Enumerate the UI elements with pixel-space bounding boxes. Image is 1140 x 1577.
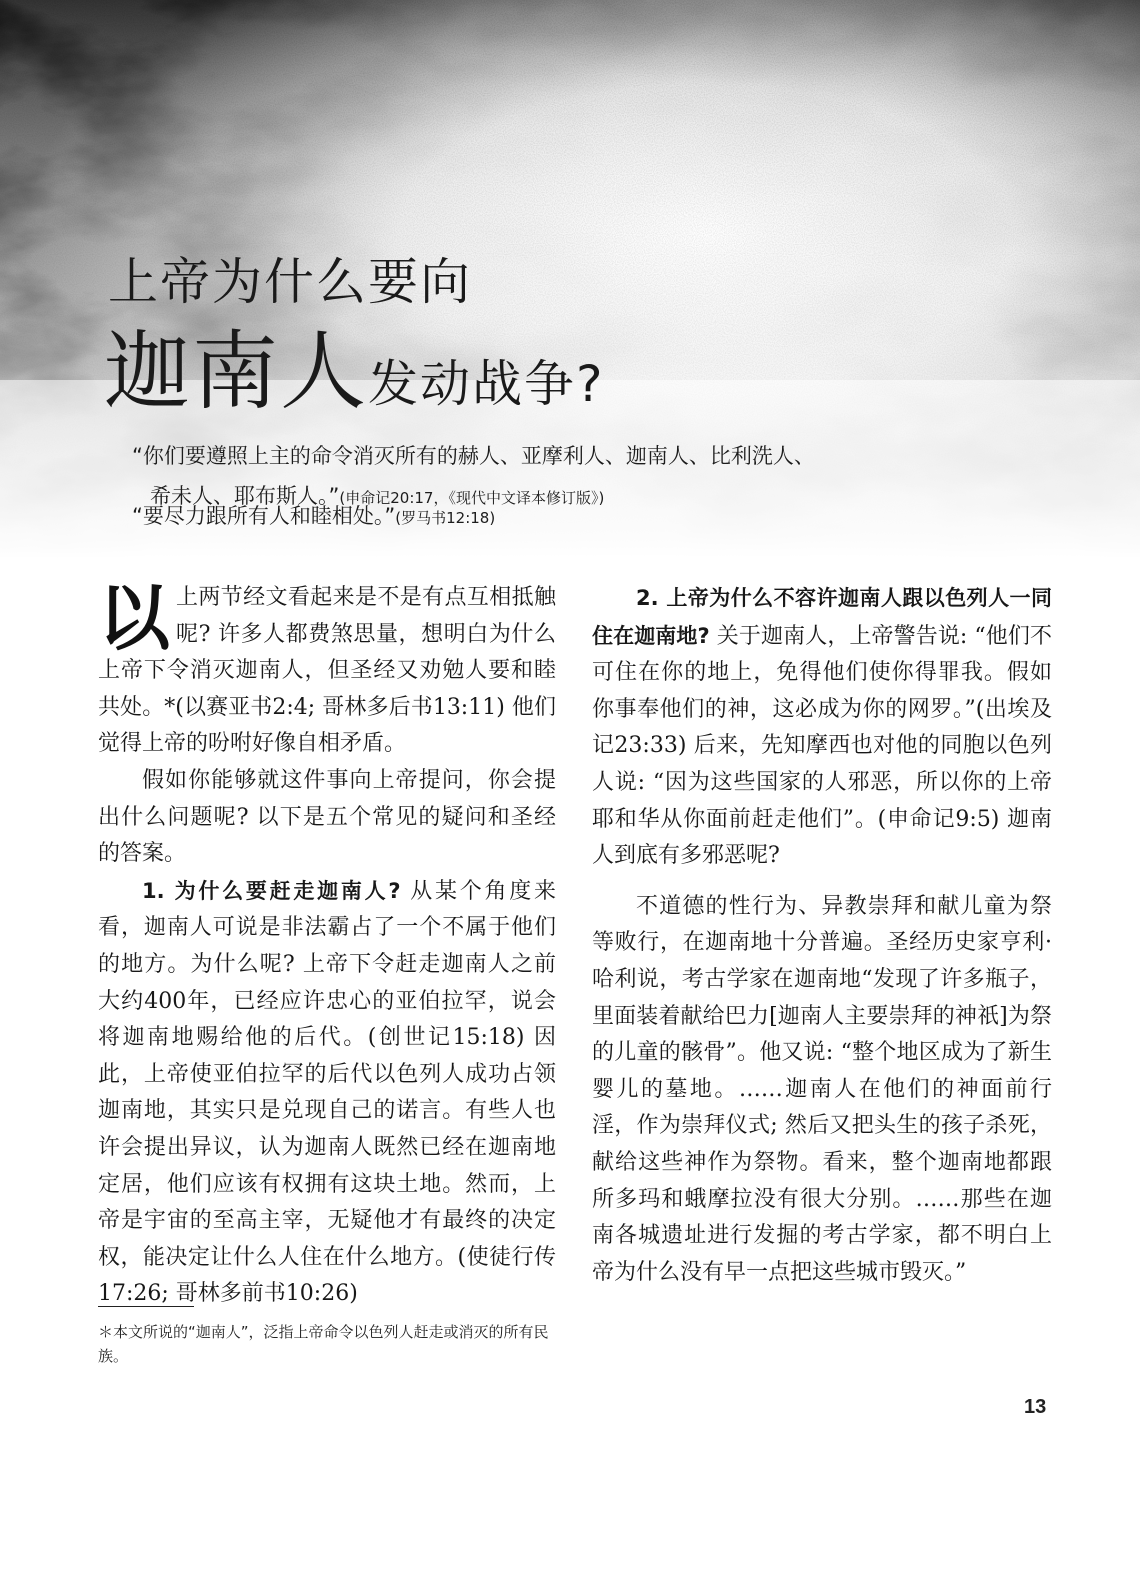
section-1-body: 从某个角度来看，迦南人可说是非法霸占了一个不属于他们的地方。为什么呢? 上帝下令赶走迦南人之前大约400年，已经应许忠心的亚伯拉罕，说会将迦南地赐给他的后代。(创世记15:18) 因此，上帝使亚伯拉罕的后代以色列人成功占领迦南地，其实只是兑现自己的诺言。有些人也许会提出异议，认为迦南人既然已经在迦南地定居，他们应该有权拥有这块土地。然而，上帝是宇宙的至高主宰，无疑他才有最终的决定权，能决定让什么人住在什么地方。(使徒行传17:26; 哥林多前书10:26): [98, 878, 556, 1307]
title-emphasis: 迦南人: [104, 322, 368, 422]
section-2-heading: 2. 上帝为什么不容许迦南人跟以色列人一同住在迦南地?: [592, 586, 1052, 648]
section-2-body: 关于迦南人，上帝警告说: “他们不可住在你的地上，免得他们使你得罪我。假如你事奉他们的神，这必成为你的网罗。”(出埃及记23:33) 后来，先知摩西也对他的同胞以色列人说: “因为这些国家的人邪恶，所以你的上帝耶和华从你面前赶走他们”。(申命记9:5) 迦南人到底有多邪恶呢?: [592, 623, 1052, 869]
epigraph-1-reference: (申命记20:17，《现代中文译本修订版》): [339, 489, 605, 507]
intro-text: 上两节经文看起来是不是有点互相抵触呢? 许多人都费煞思量，想明白为什么上帝下令消灭迦南人，但圣经又劝勉人要和睦共处。*(以赛亚书2:4; 哥林多后书13:11) 他们觉得上帝的吩咐好像自相矛盾。: [98, 585, 556, 757]
epigraph-1-text: 希未人、耶布斯人。”: [150, 484, 340, 508]
section-1-paragraph: [98, 873, 556, 1313]
title-suffix: 发动战争?: [368, 355, 605, 413]
epigraph-2: [132, 500, 495, 530]
footnote: ＊本文所说的“迦南人”，泛指上帝命令以色列人赶走或消灭的所有民族。: [98, 1323, 549, 1365]
drop-cap: 以: [98, 576, 171, 660]
left-column: [98, 576, 556, 1313]
section-2-paragraph: [592, 580, 1052, 875]
epigraph-2-text: “要尽力跟所有人和睦相处。”: [132, 504, 396, 528]
article-title-line1: 上帝为什么要向: [108, 253, 472, 311]
footnote-divider: [98, 1306, 194, 1307]
epigraph-1-line1: “你们要遵照上主的命令消灭所有的赫人、亚摩利人、迦南人、比利洗人、: [132, 444, 815, 468]
page-number: 13: [1024, 1396, 1047, 1418]
wickedness-paragraph: 不道德的性行为、异教崇拜和献儿童为祭等败行，在迦南地十分普遍。圣经历史家亨利·哈利说，考古学家在迦南地“发现了许多瓶子，里面装着献给巴力[迦南人主要崇拜的神祇]为祭的儿童的骸骨”。他又说: “整个地区成为了新生婴儿的墓地。……迦南人在他们的神面前行淫，作为崇拜仪式; 然后又把头生的孩子杀死，献给这些神作为祭物。看来，整个迦南地都跟所多玛和蛾摩拉没有很大分别。……那些在迦南各城遗址进行发掘的考古学家，都不明白上帝为什么没有早一点把这些城市毁灭。”: [592, 893, 1052, 1285]
article-title-line2: [104, 302, 605, 426]
epigraph-2-reference: (罗马书12:18): [395, 509, 496, 527]
intro-paragraph: [98, 576, 556, 763]
question-intro-paragraph: 假如你能够就这件事向上帝提问，你会提出什么问题呢? 以下是五个常见的疑问和圣经的答案。: [98, 767, 556, 867]
section-1-heading: 1. 为什么要赶走迦南人?: [142, 878, 401, 903]
right-column: [592, 580, 1052, 1291]
